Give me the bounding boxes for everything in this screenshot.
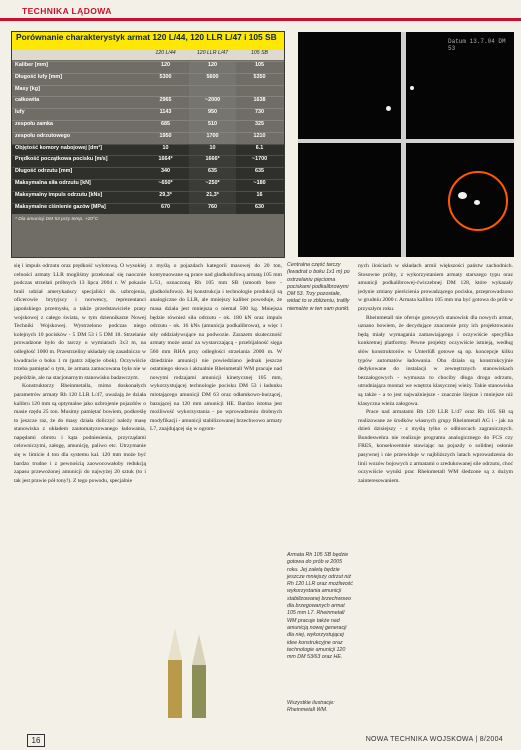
ammunition-illustration <box>150 620 240 720</box>
paragraph: Prace nad armatami Rh 120 LLR L/47 oraz Rh 105 SB są realizowane ze środków własnych grupy Rheinmetall AG i - jak na dzień dzisiejszy - z myślą tylko o odbiorcach zagranicznych. Bundeswehra nie realizuje programu analogicznego do FCS czy FRES, konsekwentnie stawiając na pojazdy o solidnej osłonie pasywnej i nie przewiduje w najbliższych latach wprowadzenia do linii wozów bojowych z armatami o zredukowanej sile odrzutu, choć oczywiście wyniki prac Rheinmetall WM śledzone są z dużym zainteresowaniem. <box>358 409 513 484</box>
row-value: 2965 <box>159 97 172 104</box>
row-value: 950 <box>189 109 236 120</box>
row-label: lufy <box>15 109 25 116</box>
target-vertical-line <box>401 32 406 257</box>
table-row <box>12 120 284 132</box>
row-value: 21,3* <box>189 192 236 203</box>
table-row <box>12 108 284 120</box>
table-row <box>12 132 284 144</box>
row-label: Prędkość początkowa pocisku [m/s] <box>15 156 108 163</box>
row-label: całkowita <box>15 97 40 104</box>
row-label: Masy [kg] <box>15 85 40 92</box>
row-value: 635 <box>255 168 264 175</box>
row-value: 5300 <box>159 73 172 80</box>
paragraph: Konstruktorzy Rheinmetalla, mimo doskonałych parametrów armaty Rh 120 LLR L/47, uważają że działa kalibru 120 mm są optymalne jako uzbrojenie pojazdów o masie rzędu 25 ton. Musimy pamiętać bowiem, podkreślę to jeszcze raz, że do masy działa doliczyć należy masę stanowiska z układem zautomatyzowanego ładowania, napędami obrotu i kąta podniesienia, przyrządami celowniczymi, załogę, amunicję, paliwo etc. Utrzymanie się w limicie 4 ton dla systemu kal. 120 mm może być bardzo trudne i z pewnością zaowocowałoby redukcją zapasu przewożonej amunicji do najwyżej 20 sztuk (to i tak jest prawie pół tony!). Z tego powodu, specjalnie <box>14 383 146 484</box>
target-horizontal-line <box>298 139 514 143</box>
row-value: 635 <box>189 168 236 179</box>
row-value: 1664* <box>158 156 173 163</box>
column-header: 120 LLR L/47 <box>196 50 229 56</box>
row-value: 1950 <box>159 132 172 139</box>
table-body <box>12 60 284 215</box>
illustration-credit: Wszystkie ilustracje: Rheinmetall WM. <box>287 700 335 714</box>
table-row <box>12 167 284 179</box>
row-value: 760 <box>189 204 236 215</box>
row-value <box>142 86 189 97</box>
row-value: 1666* <box>189 156 236 167</box>
table-row <box>12 73 284 85</box>
header-rule <box>0 18 521 21</box>
row-value: 1143 <box>159 109 172 116</box>
row-value: 120 <box>189 62 236 73</box>
row-value: 1700 <box>189 133 236 144</box>
table-row <box>12 85 284 97</box>
row-label: zespołu odrzutowego <box>15 132 71 139</box>
highlight-ring <box>448 171 508 231</box>
row-label: Kaliber [mm] <box>15 62 48 68</box>
target-caption: Centralna część tarczy (kwadrat o boku 1x1 m) po ostrzelaniu pięcioma pociskami podkalibrowymi DM 53. Trzy pozostałe, widać to w zbliżeniu, trafiły niemalże w ten sam punkt. <box>287 262 350 312</box>
column-header: 120 L/44 <box>155 50 176 56</box>
row-value: 16 <box>256 191 263 198</box>
target-photo <box>298 32 514 257</box>
armata-caption: Armata Rh 105 SB będzie gotowa do prób w 2005 roku. Jej zaletą będzie jeszcze mniejszy odrzut niż Rh 120 LLR oraz możliwość wykorzystania amunicji stabilizowanej brzechwowo dla brzegowanych armat 105 mm L7. Rheinmetall WM pracuje także nad amunicją nowej generacji dla niej, wykorzystującej idee konstrukcyjne oraz technologie amunicji 120 mm DM 53/63 oraz HE. <box>287 552 353 661</box>
text-column-2 <box>150 262 282 617</box>
row-value: 29,3* <box>159 191 172 198</box>
table-title: Porównanie charakterystyk armat 120 L/44, 120 LLR L/47 i 105 SB <box>12 32 284 50</box>
row-label: zespołu zamka <box>15 120 54 127</box>
text-column-1 <box>14 262 146 732</box>
table-row <box>12 179 284 191</box>
paragraph: nych ilościach w składach armii większości państw zachodnich. Stosowne próby, z wykorzystaniem armaty starszego typu oraz amunicji podkalibrowej-ćwiczebnej DM 128, które wykazały jedynie zmiany pierścienia prowadzącego pocisku, przeprowadzono w grudniu 2000 r. Armata kalibru 105 mm ma być gotowa do prób w przyszłym roku. <box>358 263 513 312</box>
table-row <box>12 144 284 156</box>
page-number: 16 <box>27 734 45 747</box>
row-value: 6.1 <box>255 144 264 151</box>
row-label: Maksymalny impuls odrzutu [kNs] <box>15 191 103 198</box>
row-value: 325 <box>255 120 264 127</box>
row-value <box>189 86 236 97</box>
row-label: Objętość komory nabojowej [dm³] <box>15 144 102 151</box>
row-value: 10 <box>189 145 236 156</box>
row-value: 105 <box>255 62 264 68</box>
row-value: 730 <box>255 109 264 116</box>
row-value: 1638 <box>253 97 266 104</box>
row-value: 670 <box>161 203 170 210</box>
row-value: 1210 <box>253 132 266 139</box>
column-header: 105 SB <box>250 50 269 56</box>
row-value: ~180 <box>253 179 266 186</box>
section-label: TECHNIKA LĄDOWA <box>22 6 112 16</box>
table-row <box>12 61 284 73</box>
row-value: ~2000 <box>189 97 236 108</box>
bullet-hole <box>386 106 391 111</box>
table-row <box>12 96 284 108</box>
row-value <box>236 86 283 97</box>
row-value: ~1700 <box>251 156 268 163</box>
paragraph: się i impuls odrzutu oraz prędkość wylotową. O wysokiej celności armaty LLR mogliśmy przekonać się naocznie podczas strzelań próbnych 13 lipca 2004 r. W pokazie brali udział amerykańscy specjaliści ds. uzbrojenia, oficerowie brytyjscy i norwescy, reprezentanci japońskiego przemysłu, a także przedstawiciele prasy wojskowej z całego świata, w tym dziennikarze Nowej Techniki Wojskowej. Wystrzelono podczas niego kolejnych 10 pocisków - 5 DM 53 i 5 DM 18. Strzelanie prowadzone było do tarczy o wymiarach 3x3 m, na odległość 1000 m. Przestrzeliny układały się zasadniczo w kwadracie o boku 1 m (patrz zdjęcie obok). Oczywiście trzeba pamiętać o tym, że armata zamocowana była nie w pojeździe, ale na stacjonarnym stanowisku badawczym. <box>14 263 146 381</box>
bullet-hole <box>410 86 414 90</box>
row-value: 630 <box>255 203 264 210</box>
row-value: 685 <box>161 120 170 127</box>
row-value: 5600 <box>189 74 236 85</box>
row-value: 340 <box>161 168 170 175</box>
comparison-table <box>12 32 284 257</box>
row-label: Maksymalne ciśnienie gazów [MPa] <box>15 203 106 210</box>
paragraph: Rheinmetall nie oferuje gotowych stanowisk dla nowych armat, uznano bowiem, że decydujące znaczenie przy ich projektowaniu będą miały wymagania zamawiającego i oczywiście specyfika konkretnej platformy. Pewne projekty oczywiście istnieją, według słów konstruktorów w Unterlüß gotowe są np. koncepcje kilku typów automatów ładowania. Oba działa są konstrukcyjnie dedykowane do instalacji w zewnętrznych stanowiskach bezzałogowych - wymusza to chociby długa droga odrzutu, utrudniająca montaż we wnętrzu klasycznej wieży. Takie stanowiska są także - a to jest najważniejsze - znacznie lżejsze i mniejsze niż klasyczna wieża załogowa. <box>358 314 513 407</box>
table-row <box>12 155 284 167</box>
row-value: ~250* <box>189 180 236 191</box>
table-row <box>12 191 284 203</box>
row-value: ~650* <box>158 179 173 186</box>
magazine-footer: NOWA TECHNIKA WOJSKOWA | 8/2004 <box>365 736 503 743</box>
table-row <box>12 203 284 215</box>
row-label: Długość odrzutu [mm] <box>15 168 73 175</box>
row-value: 510 <box>189 121 236 132</box>
table-footnote: * Dla amunicji DM 53 przy temp. +20°C <box>15 217 99 223</box>
text-column-3 <box>358 262 513 732</box>
row-value: 120 <box>161 62 170 68</box>
row-label: Maksymalna siła odrzutu [kN] <box>15 179 91 186</box>
row-label: Długość lufy [mm] <box>15 73 63 80</box>
paragraph: z myślą o pojazdach kategorii masowej do 20 ton, kontynuowane są prace nad gładkolufową armatą 105 mm L/51, oznaczoną Rh 105 mm SB (smooth bore - gładkolufowa). Jej konstrukcja i technologie produkcji są analogiczne do LLR, ale mniejszy kaliber powoduje, że masa działa jest mniejsza o niemal 500 kg. Mniejsza będzie również siła odrzutu - ok. 180 kN oraz impuls odrzutu - ok. 16 kNs (amunicja podkalibrowa), a więc i siły oddziaływujące na podwozie. Zarazem skuteczność armaty może ustać za wystarczającą - przebijalność sięga 560 mm RHA przy odległości strzelania 2000 m. W dziedzinie amunicji nie powiedziano jednak jeszcze ostatniego słowa i aktualnie Rheinmetall WM pracuje nad nowymi rodzajami amunicji kinetycznej 105 mm, wykorzystującej technologie pocisku DM 53 i ładunku miotającego amunicji DM 63 oraz odłamkowo-burzącej, bazującej na 120 mm amunicji HE. Bardzo istotna jest możliwość wykorzystania - po wprowadzeniu drobnych modyfikacji - amunicji stabilizowanej brzechwowo armaty L7, znajdującej się w ogrom- <box>150 263 282 433</box>
row-value: 10 <box>162 144 169 151</box>
photo-stamp: Datum 13.7.04 DM 53 <box>448 38 506 52</box>
row-value: 5350 <box>253 73 266 80</box>
table-column-headers <box>12 50 284 60</box>
